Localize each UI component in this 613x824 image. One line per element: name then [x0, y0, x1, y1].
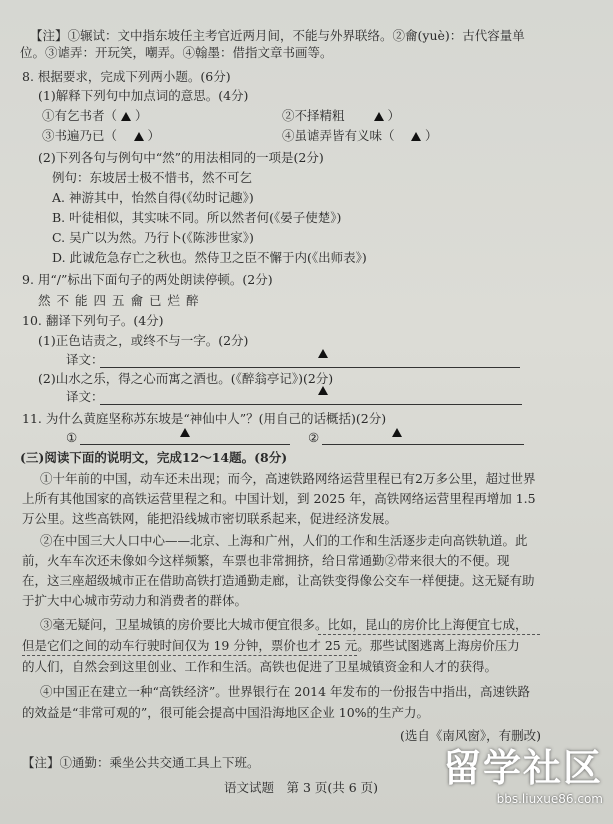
answer-line [322, 444, 524, 445]
answer-line [100, 367, 520, 368]
p2-line4: 于扩大中心城市劳动力和消费者的群体。 [22, 593, 248, 608]
watermark-logo-text: 留学社区 [442, 746, 603, 790]
answer-triangle-icon [374, 112, 384, 121]
q8-option-d: D. 此诚危急存亡之秋也。然侍卫之臣不懈于内(《出师表》) [52, 250, 367, 265]
p3-line1: ③毫无疑问，卫星城镇的房价要比大城市便宜很多。比如，昆山的房价比上海便宜七成， [40, 617, 528, 632]
q8-part1: (1)解释下列句中加点词的意思。(4分) [38, 88, 249, 103]
p1-line2: 上所有其他国家的高铁运营里程之和。中国计划，到 2025 年，高铁网络运营里程再增加 1.5 [22, 491, 536, 506]
p3-line2: 但是它们之间的动车行驶时间仅为 19 分钟，票价也才 25 元。那些试图逃离上海房价压力 [22, 638, 520, 653]
p1-line3: 万公里。这些高铁网，能把沿线城市密切联系起来，促进经济发展。 [22, 511, 398, 526]
q10-translation-label-1: 译文： [66, 352, 104, 367]
note-top-line-2: 位。③谑弄：开玩笑，嘲弄。④翰墨：借指文章书画等。 [20, 45, 333, 60]
q10-translation-label-2: 译文： [66, 389, 104, 404]
answer-triangle-icon [121, 112, 131, 121]
p2-line1: ②在中国三大人口中心——北京、上海和广州，人们的工作和生活逐步走向高铁轨道。此 [40, 533, 528, 548]
p2-line3: 在，这三座超级城市正在借助高铁打造通勤走廊，让高铁变得像公交车一样便捷。这无疑有助 [22, 573, 535, 588]
p2-line2: 前，火车车次还未像如今这样频繁，车票也非常拥挤，给日常通勤②带来很大的不便。现 [22, 553, 510, 568]
q10-sentence-1: (1)正色诘责之，或终不与一字。(2分) [38, 333, 249, 348]
section3-title: (三)阅读下面的说明文，完成12～14题。(8分) [20, 450, 288, 465]
watermark-url: bbs.liuxue86.com [496, 792, 603, 806]
q11-title: 11. 为什么黄庭坚称苏东坡是“神仙中人”？(用自己的话概括)(2分) [22, 411, 387, 426]
underline-mark [22, 655, 357, 656]
q11-blank-2-label: ② [308, 430, 320, 445]
underline-mark [318, 634, 540, 635]
q10-title: 10. 翻译下列句子。(4分) [22, 313, 164, 328]
site-watermark [443, 737, 603, 806]
answer-triangle-icon [318, 349, 328, 358]
q9-title: 9. 用“/”标出下面句子的两处朗读停顿。(2分) [22, 272, 273, 287]
q8-example: 例句：东坡居士极不惜书，然不可乞 [52, 170, 253, 185]
answer-triangle-icon [318, 386, 328, 395]
p3-line3: 的人们，自然会到这里创业、工作和生活。高铁也促进了卫星城镇资金和人才的获得。 [22, 659, 498, 674]
q11-blank-1-label: ① [66, 430, 78, 445]
answer-triangle-icon [134, 132, 144, 141]
note-top-line-1: 【注】①辗试：文中指东坡任主考官近两月间，不能与外界联络。②龠(yuè)：古代容量单 [30, 28, 525, 43]
p1-line1: ①十年前的中国，动车还未出现；而今，高速铁路网络运营里程已有2万多公里，超过世界 [40, 471, 536, 486]
q8-item-3: ③书遍乃已（ ） [42, 128, 160, 143]
q10-sentence-2: (2)山水之乐，得之心而寓之酒也。(《醉翁亭记》)(2分) [38, 371, 334, 386]
q8-option-c: C. 吴广以为然。乃行卜(《陈涉世家》) [52, 230, 254, 245]
answer-triangle-icon [392, 428, 402, 437]
q8-option-b: B. 叶徒相似，其实味不同。所以然者何(《晏子使楚》) [52, 210, 342, 225]
q8-part2: (2)下列各句与例句中“然”的用法相同的一项是(2分) [38, 150, 324, 165]
q8-title: 8. 根据要求，完成下列两小题。(6分) [22, 69, 231, 84]
q8-item-4: ④虽谑弄皆有义味（ ） [282, 128, 438, 143]
q8-item-1: ①有乞书者（ ） [42, 108, 148, 123]
p4-line2: 的效益是“非常可观的”，很可能会提高中国沿海地区企业 10%的生产力。 [22, 705, 430, 720]
answer-line [80, 444, 290, 445]
source-note: (选自《南风窗》，有删改) [400, 728, 542, 743]
q8-option-a: A. 神游其中，怡然自得(《幼时记趣》) [52, 190, 254, 205]
note-bottom: 【注】①通勤：乘坐公共交通工具上下班。 [22, 755, 260, 770]
q8-item-2: ②不择精粗 ） [282, 108, 400, 123]
page-footer: 语文试题 第 3 页(共 6 页) [224, 780, 379, 795]
q9-sentence: 然不能四五龠已烂醉 [38, 293, 205, 308]
answer-line [100, 404, 522, 405]
answer-triangle-icon [411, 132, 421, 141]
p4-line1: ④中国正在建立一种“高铁经济”。世界银行在 2014 年发布的一份报告中指出，高速铁路 [40, 684, 531, 699]
answer-triangle-icon [180, 428, 190, 437]
